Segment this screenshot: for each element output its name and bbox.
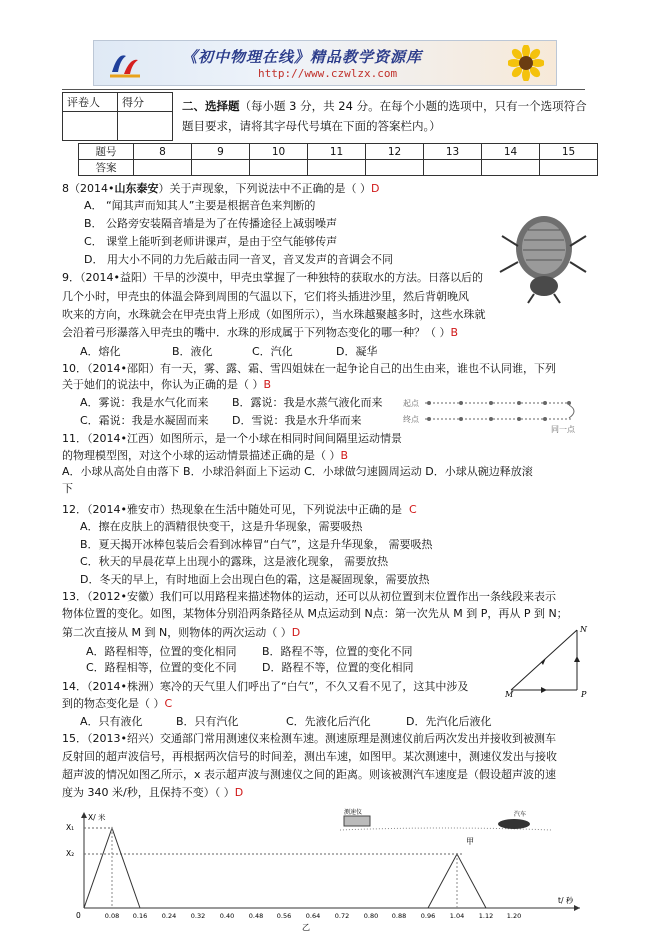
question-number: 12 xyxy=(366,144,424,160)
q8-answer: D xyxy=(370,182,380,195)
score-label: 得分 xyxy=(118,93,173,112)
q10-line: 关于她们的说法中，你认为正确的是（ ）B xyxy=(62,378,272,391)
q11-answer: B xyxy=(340,449,349,462)
svg-text:0.32: 0.32 xyxy=(190,912,206,920)
svg-text:0: 0 xyxy=(76,911,81,920)
svg-text:0.24: 0.24 xyxy=(161,912,177,920)
ball-motion-figure xyxy=(403,396,589,436)
svg-text:M: M xyxy=(505,690,514,699)
q8-stem: 8（2014•山东泰安）关于声现象，下列说法中不正确的是（ ）D xyxy=(62,182,380,195)
q13-line: 第二次直接从 M 到 N，则物体的两次运动（ ）D xyxy=(62,626,301,639)
question-number-label: 题号 xyxy=(79,144,134,160)
svg-text:X₁: X₁ xyxy=(66,823,75,832)
header-divider xyxy=(62,89,585,90)
section-header xyxy=(182,96,587,136)
question-number: 11 xyxy=(308,144,366,160)
q13-option: D．路程不等，位置的变化相同 xyxy=(262,661,414,674)
banner-title: 《初中物理在线》精品教学资源库 xyxy=(182,48,423,66)
q13-line: 物体位置的变化。如图，某物体分别沿两条路径从 M点运动到 N点：第一次先从 M 到 P，再从 P 到 N； xyxy=(62,607,568,620)
q8-option: B． 公路旁安装隔音墙是为了在传播途径上减弱噪声 xyxy=(84,217,338,230)
q12-option: A．擦在皮肤上的酒精很快变干，这是升华现象，需要吸热 xyxy=(80,520,363,533)
answer-table xyxy=(78,143,598,176)
question-number: 8 xyxy=(134,144,192,160)
q13-option: B．路程不等，位置的变化不同 xyxy=(262,645,413,658)
section-heading: 二、选择题 xyxy=(182,99,240,113)
q15-line: 超声波的情况如图乙所示，x 表示超声波与测速仪之间的距离。则该被测汽车速度是（假设超声波的速 xyxy=(62,768,557,781)
svg-text:0.56: 0.56 xyxy=(276,912,292,920)
q9-option: A．熔化 xyxy=(80,345,121,358)
q11-line: 11．（2014•江西）如图所示，是一个小球在相同时间间隔里运动情景 xyxy=(62,432,402,445)
q12-option: D．冬天的早上，有时地面上会出现白色的霜，这是凝固现象，需要放热 xyxy=(80,573,430,586)
q14-line: 到的物态变化是（ ）C xyxy=(62,697,173,710)
question-number: 10 xyxy=(250,144,308,160)
q13-option: A．路程相等，位置的变化相同 xyxy=(86,645,237,658)
svg-text:汽车: 汽车 xyxy=(514,811,527,818)
question-number: 9 xyxy=(192,144,250,160)
path-triangle-figure xyxy=(505,622,589,700)
svg-text:0.80: 0.80 xyxy=(363,912,379,920)
section-intro-2: 题目要求，请将其字母代号填在下面的答案栏内。） xyxy=(182,119,441,133)
svg-text:0.64: 0.64 xyxy=(305,912,321,920)
question-number: 15 xyxy=(540,144,598,160)
grader-cell[interactable] xyxy=(63,112,118,141)
banner-url[interactable]: http://www.czwlzx.com xyxy=(258,67,398,80)
q15-line: 反射回的超声波信号，再根据两次信号的时间差，测出车速，如图甲。某次测速中，测速仪发出与接收 xyxy=(62,750,557,763)
q10-option: C．霜说：我是水凝固而来 xyxy=(80,414,209,427)
q12-option: C．秋天的早晨花草上出现小的露珠，这是液化现象， 需要放热 xyxy=(80,555,389,568)
answer-cell[interactable] xyxy=(250,160,308,176)
q15-line: 15．（2013•绍兴）交通部门常用测速仪来检测车速。测速原理是测速仪前后两次发出并接收到被测车 xyxy=(62,732,556,745)
q14-option: D．先汽化后液化 xyxy=(406,715,492,728)
svg-text:t/ 秒: t/ 秒 xyxy=(558,896,574,905)
section-intro: （每小题 3 分，共 24 分。在每个小题的选项中，只有一个选项符合 xyxy=(239,99,587,113)
q9-line: 几个小时，甲壳虫的体温会降到周围的气温以下，它们将头插进沙里，然后背朝晚风 xyxy=(62,290,469,303)
q12-stem: 12．（2014•雅安市）热现象在生活中随处可见，下列说法中正确的是 C xyxy=(62,503,417,516)
q14-answer: C xyxy=(164,697,173,710)
score-table xyxy=(62,92,173,141)
question-number: 14 xyxy=(482,144,540,160)
svg-text:X/ 米: X/ 米 xyxy=(88,813,106,822)
q14-option: A．只有液化 xyxy=(80,715,143,728)
q9-line: 吹来的方向，水珠就会在甲壳虫背上形成（如图所示），当水珠越聚越多时，这些水珠就 xyxy=(62,308,486,321)
svg-text:测速仪: 测速仪 xyxy=(344,809,363,816)
answer-cell[interactable] xyxy=(540,160,598,176)
svg-text:0.40: 0.40 xyxy=(219,912,235,920)
q10-option: A．雾说：我是水气化而来 xyxy=(80,396,209,409)
svg-text:0.48: 0.48 xyxy=(248,912,264,920)
q15-answer: D xyxy=(234,786,244,799)
svg-text:P: P xyxy=(581,690,587,699)
question-number: 13 xyxy=(424,144,482,160)
svg-text:N: N xyxy=(580,625,587,634)
q14-line: 14．（2014•株洲）寒冷的天气里人们呼出了“白气”，不久又看不见了，这其中涉及 xyxy=(62,680,469,693)
answer-cell[interactable] xyxy=(192,160,250,176)
svg-text:甲: 甲 xyxy=(466,837,474,846)
svg-text:0.16: 0.16 xyxy=(132,912,148,920)
svg-text:1.04: 1.04 xyxy=(449,912,465,920)
svg-text:0.08: 0.08 xyxy=(104,912,120,920)
q11-tail: 下 xyxy=(62,482,73,495)
q9-answer: B xyxy=(450,326,459,339)
q9-option: C．汽化 xyxy=(252,345,293,358)
beetle-figure xyxy=(498,206,588,304)
q8-option: A． “闻其声而知其人”主要是根据音色来判断的 xyxy=(84,199,316,212)
svg-text:起点: 起点 xyxy=(403,399,419,408)
q9-line: 9．（2014•益阳）干旱的沙漠中，甲壳虫掌握了一种独特的获取水的方法。日落以后的 xyxy=(62,271,483,284)
q10-answer: B xyxy=(263,378,272,391)
q9-line: 会沿着弓形瀑落入甲壳虫的嘴中．水珠的形成属于下列物态变化的哪一种？（ ）B xyxy=(62,326,459,339)
svg-text:乙: 乙 xyxy=(302,923,310,932)
ultrasound-chart xyxy=(62,808,592,932)
svg-text:0.96: 0.96 xyxy=(420,912,436,920)
q10-option: B．露说：我是水蒸气液化而来 xyxy=(232,396,383,409)
answer-cell[interactable] xyxy=(424,160,482,176)
answer-label: 答案 xyxy=(79,160,134,176)
q14-option: B．只有汽化 xyxy=(176,715,239,728)
svg-text:0.72: 0.72 xyxy=(334,912,350,920)
q12-answer: C xyxy=(408,503,417,516)
grader-label: 评卷人 xyxy=(63,93,118,112)
svg-text:同一点: 同一点 xyxy=(551,425,575,434)
answer-cell[interactable] xyxy=(308,160,366,176)
q11-line: 的物理模型图，对这个小球的运动情景描述正确的是（ ）B xyxy=(62,449,349,462)
q10-option: D．雪说：我是水升华而来 xyxy=(232,414,362,427)
svg-text:1.12: 1.12 xyxy=(478,912,494,920)
q13-line: 13．（2012•安徽）我们可以用路程来描述物体的运动，还可以从初位置到末位置作出一条线段来表示 xyxy=(62,590,556,603)
answer-cell[interactable] xyxy=(134,160,192,176)
q12-option: B．夏天揭开冰棒包装后会看到冰棒冒“白气”，这是升华现象， 需要吸热 xyxy=(80,538,433,551)
q13-option: C．路程相等，位置的变化不同 xyxy=(86,661,237,674)
q8-option: D． 用大小不同的力先后敲击同一音叉，音叉发声的音调会不同 xyxy=(84,253,393,266)
q11-options: A．小球从高处自由落下 B．小球沿斜面上下运动 C．小球做匀速圆周运动 D．小球从碗边释放滚 xyxy=(62,465,533,478)
site-banner xyxy=(93,40,557,86)
q9-option: D．凝华 xyxy=(336,345,378,358)
svg-text:0.88: 0.88 xyxy=(391,912,407,920)
q8-option: C． 课堂上能听到老师讲课声，是由于空气能够传声 xyxy=(84,235,338,248)
answer-cell[interactable] xyxy=(366,160,424,176)
score-cell[interactable] xyxy=(118,112,173,141)
q14-option: C．先液化后汽化 xyxy=(286,715,371,728)
site-logo-icon xyxy=(108,46,142,80)
sunflower-icon xyxy=(508,45,544,81)
q10-line: 10．（2014•邵阳）有一天，雾、露、霜、雪四姐妹在一起争论自己的出生由来，谁也不认同谁，下列 xyxy=(62,362,556,375)
svg-text:X₂: X₂ xyxy=(66,849,75,858)
q13-answer: D xyxy=(291,626,301,639)
q15-line: 度为 340 米/秒，且保持不变）（ ）D xyxy=(62,786,244,799)
svg-text:1.20: 1.20 xyxy=(506,912,522,920)
q9-option: B．液化 xyxy=(172,345,213,358)
svg-text:终点: 终点 xyxy=(403,415,419,424)
answer-cell[interactable] xyxy=(482,160,540,176)
